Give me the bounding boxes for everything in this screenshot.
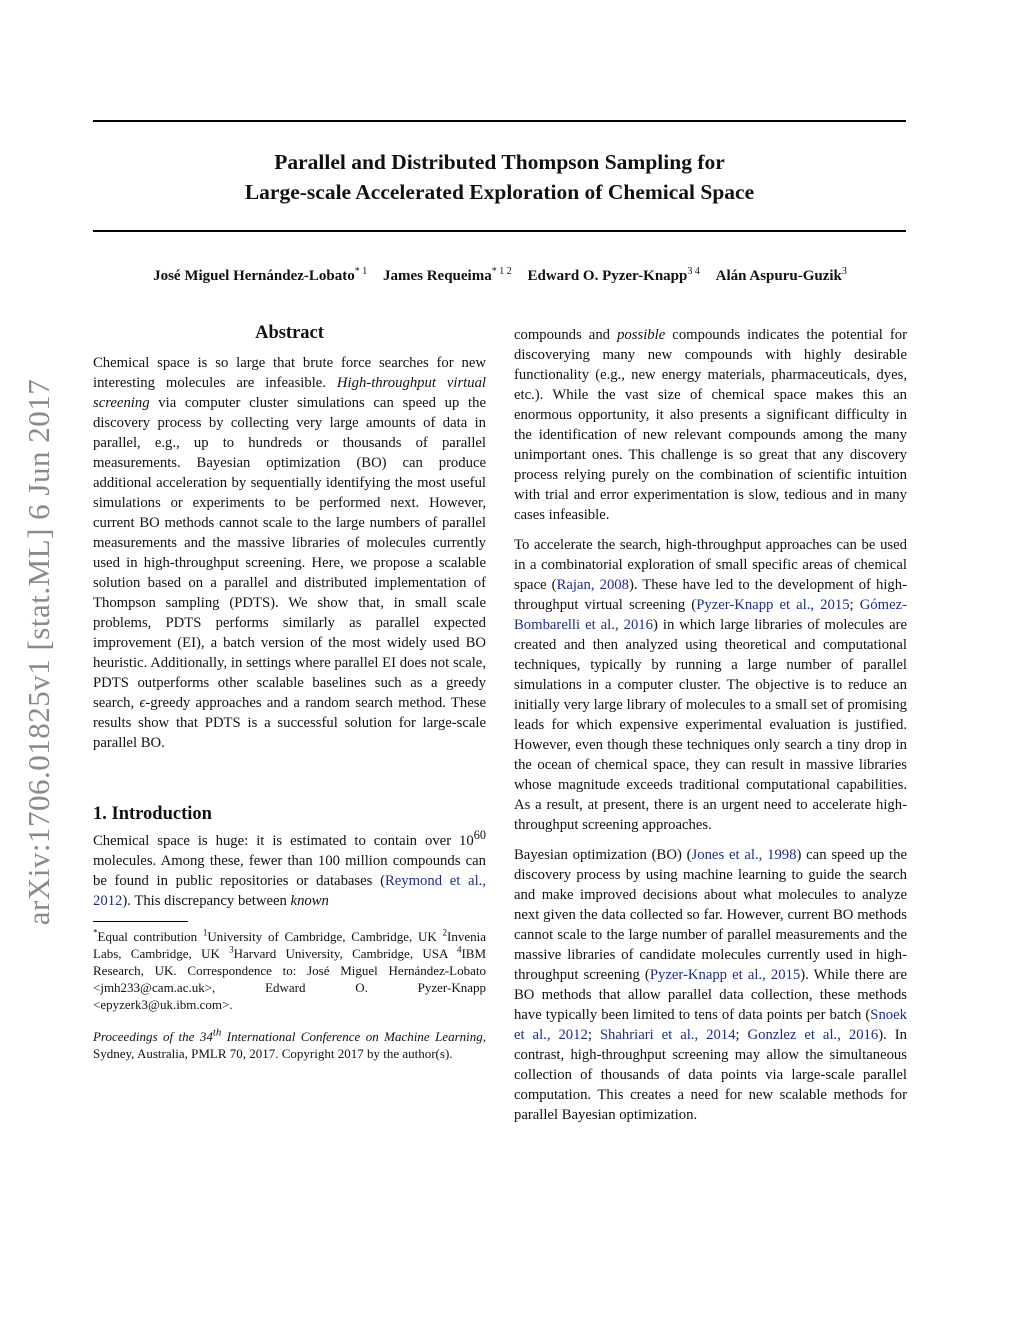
- citation-link[interactable]: Reymond et al., 2012: [93, 873, 486, 909]
- citation-link[interactable]: Gómez-Bombarelli et al., 2016: [514, 597, 907, 633]
- footnote-rule: [93, 921, 188, 922]
- proceedings-note: Proceedings of the 34th International Conference on Machine Learning, Sydney, Australia, PMLR 70, 2017. Copyright 2017 by the author(s).: [93, 1026, 486, 1061]
- body-paragraph: To accelerate the search, high-throughput approaches can be used in a combinatorial exploration of small specific areas of chemical space (Rajan, 2008). These have led to the development of high-throughput virtual screening (Pyzer-Knapp et al., 2015; Gómez-Bombarelli et al., 2016) in which large libraries of molecules are created and then analyzed using theoretical and computational techniques, typically by running a large number of parallel simulations in a computer cluster. The objective is to reduce an initially very large library of molecules to a small set of promising leads for which expensive experimental evaluation is justified. However, even though these techniques only search a tiny drop in the ocean of chemical space, they can result in massive libraries whose magnitude exceeds traditional computational capabilities. As a result, at present, there is an urgent need to accelerate high-throughput screening approaches.: [514, 537, 908, 833]
- title-line-2: Large-scale Accelerated Exploration of Chemical Space: [244, 180, 755, 204]
- citation-link[interactable]: Rajan, 2008: [556, 577, 629, 593]
- affiliation-footnote: *Equal contribution $^1$University of Cambridge, Cambridge, UK $^2$Invenia Labs, Cambridge, UK $^3$Harvard University, Cambridge, USA $^4$IBM Research, UK. Correspondence to: José Miguel Hernández-Lobato <jmh233@cam.ac.uk>, Edward O. Pyzer-Knapp <epyzerk3@uk.ibm.com>.: [93, 927, 487, 1012]
- title-rule-bottom: [93, 230, 906, 232]
- intro-paragraph: Chemical space is huge: it is estimated to contain over $10^{60}$ molecules. Among these, fewer than 100 million compounds can be found in public repositories or databases (Reymond et al., 2012). This discrepancy between known: [93, 828, 486, 909]
- citation-link[interactable]: Snoek et al., 2012: [514, 1007, 907, 1043]
- citation-link[interactable]: Jones et al., 1998: [691, 847, 797, 863]
- author: James Requeima$^{* 1 2}$: [382, 266, 512, 284]
- body-paragraph: Bayesian optimization (BO) (Jones et al., 1998) can speed up the discovery process by using machine learning to guide the search and make improved decisions about what molecules to analyze next given the data collected so far. However, current BO methods cannot scale to the large number of parallel measurements and the massive libraries of candidate molecules currently used in high-throughput screening (Pyzer-Knapp et al., 2015). While there are BO methods that allow parallel data collection, these methods have typically been limited to tens of data points per batch (Snoek et al., 2012; Shahriari et al., 2014; Gonzlez et al., 2016). In contrast, high-throughput screening may allow the simultaneous collection of thousands of data points via large-scale parallel computation. This creates a need for new scalable methods for parallel Bayesian optimization.: [514, 847, 908, 1123]
- abstract-text: Chemical space is so large that brute force searches for new interesting molecules are infeasible. High-throughput virtual screening via computer cluster simulations can speed up the discovery process by collecting very large amounts of data in parallel, e.g., up to hundreds or thousands of parallel measurements. Bayesian optimization (BO) can produce additional acceleration by sequentially identifying the most useful simulations or experiments to be performed next. However, current BO methods cannot scale to the large numbers of parallel measurements and the massive libraries of molecules currently used in high-throughput screening. Here, we propose a scalable solution based on a parallel and distributed implementation of Thompson sampling (PDTS). We show that, in small scale problems, PDTS performs similarly as parallel expected improvement (EI), a batch version of the most widely used BO heuristic. Additionally, in settings where parallel EI does not scale, PDTS outperforms other scalable baselines such as a greedy search, ϵ-greedy approaches and a random search method. These results show that PDTS is a successful solution for large-scale parallel BO.: [93, 355, 487, 751]
- abstract-heading: Abstract: [255, 323, 324, 343]
- body-paragraph: compounds and possible compounds indicates the potential for discoverying many new compounds with highly desirable functionality (e.g., new energy materials, pharmaceuticals, dyes, etc.). While the vast size of chemical space makes this an enormous opportunity, it also presents a significant difficulty in the identification of new relevant compounds among the many unimportant ones. This challenge is so great that any discovery process relying purely on the combination of scientific intuition with trial and error experimentation is slow, tedious and in many cases infeasible.: [514, 327, 907, 523]
- citation-link[interactable]: Pyzer-Knapp et al., 2015: [649, 967, 801, 983]
- citation-link[interactable]: Gonzlez et al., 2016: [747, 1027, 879, 1043]
- right-column: [514, 325, 907, 1135]
- title-rule-top: [93, 120, 906, 122]
- citation-link[interactable]: Shahriari et al., 2014: [599, 1027, 736, 1043]
- author: José Miguel Hernández-Lobato$^{* 1}$: [153, 266, 368, 284]
- section-heading-introduction: 1. Introduction: [93, 804, 212, 824]
- citation-link[interactable]: Pyzer-Knapp et al., 2015: [696, 597, 850, 613]
- arxiv-identifier: arXiv:1706.01825v1 [stat.ML] 6 Jun 2017: [21, 378, 56, 926]
- paper-title: [93, 147, 906, 207]
- title-line-1: Parallel and Distributed Thompson Sampling for: [274, 150, 725, 174]
- left-column: [93, 320, 486, 1062]
- author: Edward O. Pyzer-Knapp$^{3 4}$: [527, 266, 700, 284]
- author-list: [60, 266, 940, 286]
- author: Alán Aspuru-Guzik$^3$: [715, 266, 847, 284]
